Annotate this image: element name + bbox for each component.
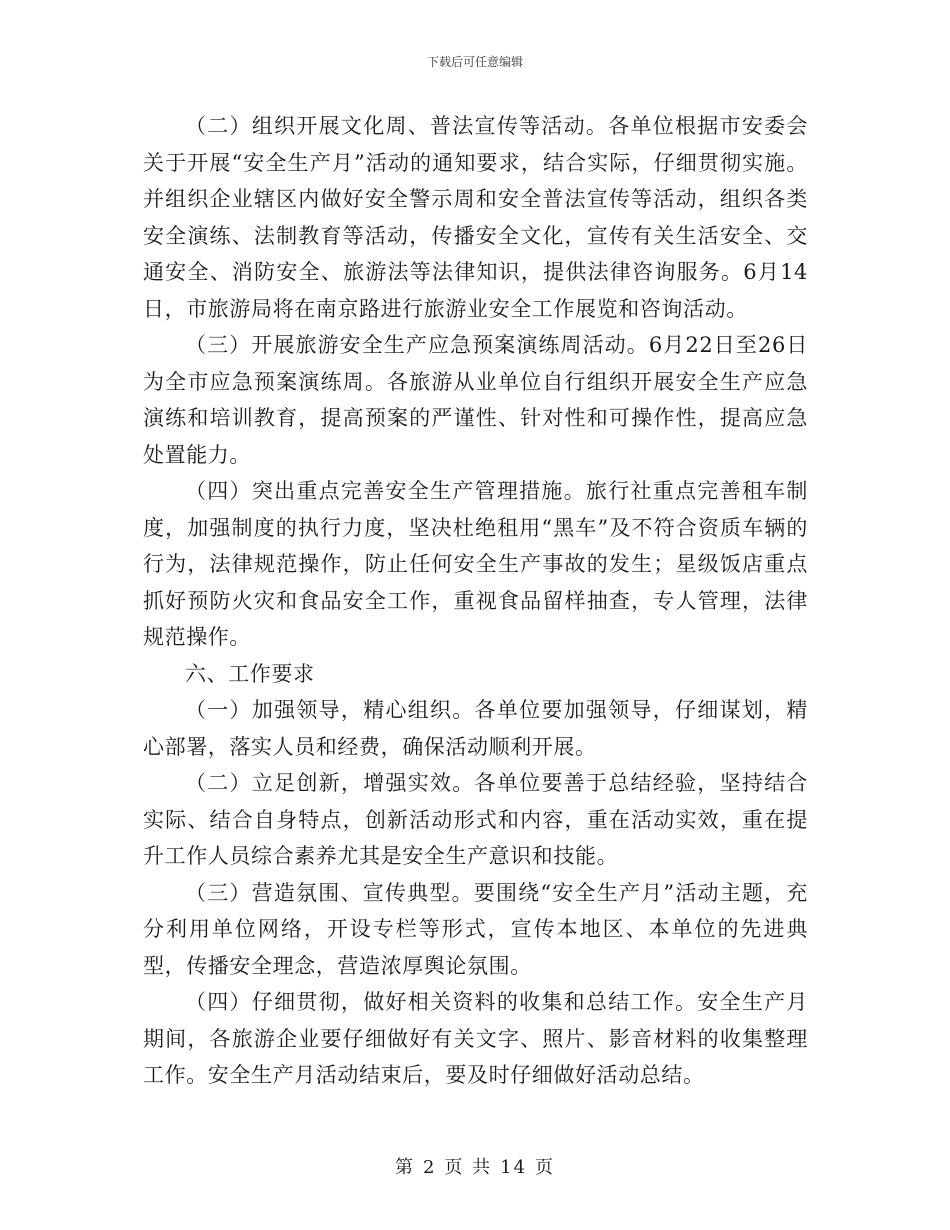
paragraph-innovation: （二）立足创新，增强实效。各单位要善于总结经验，坚持结合实际、结合自身特点，创新活动形式和内容，重在活动实效，重在提升工作人员综合素养尤其是安全生产意识和技能。 <box>143 771 808 868</box>
document-body <box>143 108 808 1094</box>
paragraph-leadership: （一）加强领导，精心组织。各单位要加强领导，仔细谋划，精心部署，落实人员和经费，确保活动顺利开展。 <box>143 698 808 759</box>
footer-prefix: 第 <box>394 1157 415 1178</box>
page-header: 下载后可任意编辑 <box>426 55 523 69</box>
paragraph-drill-week: （三）开展旅游安全生产应急预案演练周活动。6月22日至26日为全市应急预案演练周。各旅游从业单位自行组织开展安全生产应急演练和培训教育，提高预案的严谨性、针对性和可操作性，提高应急处置能力。 <box>143 333 808 467</box>
paragraph-atmosphere: （三）营造氛围、宣传典型。要围绕“安全生产月”活动主题，充分利用单位网络，开设专栏等形式，宣传本地区、本单位的先进典型，传播安全理念，营造浓厚舆论氛围。 <box>143 880 808 978</box>
page-footer <box>0 1153 950 1179</box>
section-heading-work-requirements: 六、工作要求 <box>185 661 315 686</box>
page-number: 2 <box>422 1157 437 1178</box>
total-pages: 14 <box>500 1157 528 1178</box>
footer-suffix: 页 <box>535 1157 556 1178</box>
paragraph-materials-summary: （四）仔细贯彻，做好相关资料的收集和总结工作。安全生产月期间，各旅游企业要仔细做好有关文字、照片、影音材料的收集整理工作。安全生产月活动结束后，要及时仔细做好活动总结。 <box>143 990 808 1087</box>
paragraph-culture-week: （二）组织开展文化周、普法宣传等活动。各单位根据市安委会关于开展“安全生产月”活动的通知要求，结合实际，仔细贯彻实施。并组织企业辖区内做好安全警示周和安全普法宣传等活动，组织各类安全演练、法制教育等活动，传播安全文化，宣传有关生活安全、交通安全、消防安全、旅游法等法律知识，提供法律咨询服务。6月14日，市旅游局将在南京路进行旅游业安全工作展览和咨询活动。 <box>143 114 808 321</box>
paragraph-management-measures: （四）突出重点完善安全生产管理措施。旅行社重点完善租车制度，加强制度的执行力度，坚决杜绝租用“黑车”及不符合资质车辆的行为，法律规范操作，防止任何安全生产事故的发生；星级饭店重点抓好预防火灾和食品安全工作，重视食品留样抽查，专人管理，法律规范操作。 <box>143 479 808 649</box>
footer-middle: 页 共 <box>444 1157 493 1178</box>
